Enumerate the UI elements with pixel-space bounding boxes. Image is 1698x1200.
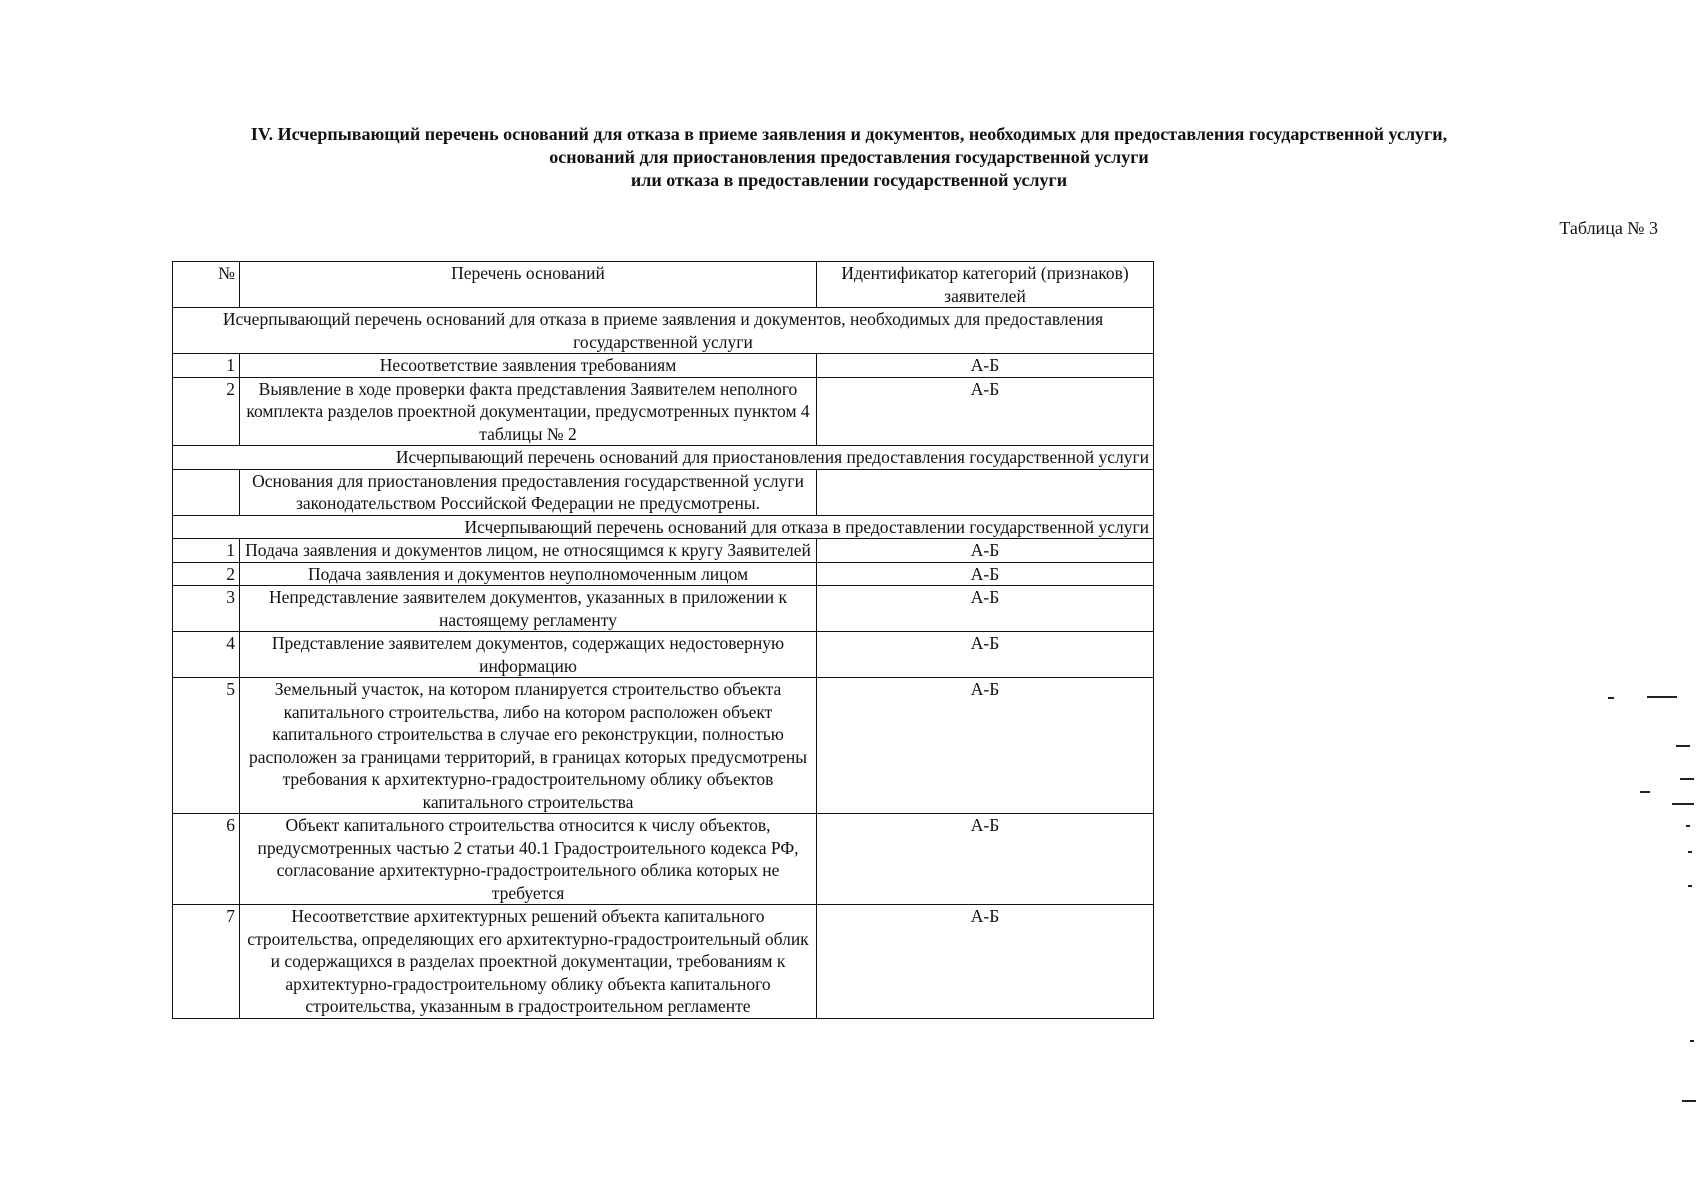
row-ground: Выявление в ходе проверки факта представления Заявителем неполного комплекта разделов проектной документации, предусмотренных пунктом 4 таблицы № 2 [240,377,817,446]
row-ground: Представление заявителем документов, содержащих недостоверную информацию [240,632,817,678]
row-number: 1 [173,354,240,378]
row-number [173,469,240,515]
row-number: 6 [173,814,240,905]
header-number: № [173,262,240,308]
row-ground: Подача заявления и документов лицом, не относящимся к кругу Заявителей [240,539,817,563]
section-title: Исчерпывающий перечень оснований для приостановления предоставления государственной услуги [173,446,1154,470]
table-row [173,469,1154,515]
table-row [173,586,1154,632]
scan-artifact [1608,697,1614,699]
section-row-refusal-service [173,515,1154,539]
row-category: А-Б [817,539,1154,563]
scan-artifact [1688,851,1692,853]
row-category: А-Б [817,632,1154,678]
heading-line-1: IV. Исчерпывающий перечень оснований для отказа в приеме заявления и документов, необходимых для предоставления государственной услуги, [250,124,1448,144]
row-ground: Несоответствие архитектурных решений объекта капитального строительства, определяющих его архитектурно-градостроительный облик и содержащихся в разделах проектной документации, требованиям к архитектурно-градостроительному облику объекта капитального строительства, указанным в градостроительном регламенте [240,905,817,1019]
row-number: 7 [173,905,240,1019]
scan-artifact [1676,745,1690,747]
heading-line-3: или отказа в предоставлении государственной услуги [630,170,1068,190]
table-number-label: Таблица № 3 [1559,218,1658,238]
scan-artifact [1690,1040,1694,1042]
row-category: А-Б [817,377,1154,446]
header-grounds-list: Перечень оснований [240,262,817,308]
row-ground: Подача заявления и документов неуполномоченным лицом [240,562,817,586]
row-ground: Земельный участок, на котором планируется строительство объекта капитального строительства, либо на котором расположен объект капитального строительства в случае его реконструкции, полностью расположен за границами территорий, в границах которых предусмотрены требования к архитектурно-градостроительному облику объектов капитального строительства [240,678,817,814]
grounds-table [172,261,1154,1019]
section-row-suspension [173,446,1154,470]
table-row [173,632,1154,678]
scan-artifact [1682,1100,1696,1102]
row-number: 3 [173,586,240,632]
table-row [173,377,1154,446]
row-ground: Основания для приостановления предоставления государственной услуги законодательством Российской Федерации не предусмотрены. [240,469,817,515]
row-category: А-Б [817,814,1154,905]
row-number: 5 [173,678,240,814]
row-number: 2 [173,562,240,586]
scan-artifact [1680,778,1694,780]
table-row [173,539,1154,563]
scan-artifact [1686,825,1690,827]
table-row [173,354,1154,378]
scan-artifact [1688,885,1692,887]
row-category: А-Б [817,354,1154,378]
scan-artifact [1647,696,1677,698]
table-row [173,814,1154,905]
section-title: Исчерпывающий перечень оснований для отказа в предоставлении государственной услуги [173,515,1154,539]
table-row [173,562,1154,586]
table-header-row [173,262,1154,308]
heading-line-2: оснований для приостановления предоставления государственной услуги [549,147,1149,167]
row-category: А-Б [817,905,1154,1019]
table-row [173,905,1154,1019]
table-row [173,678,1154,814]
header-applicant-category: Идентификатор категорий (признаков) заявителей [817,262,1154,308]
section-row-refusal-reception [173,308,1154,354]
row-ground: Объект капитального строительства относится к числу объектов, предусмотренных частью 2 статьи 40.1 Градостроительного кодекса РФ, согласование архитектурно-градостроительного облика которых не требуется [240,814,817,905]
row-ground: Несоответствие заявления требованиям [240,354,817,378]
scan-artifact [1672,803,1694,805]
row-number: 1 [173,539,240,563]
row-number: 4 [173,632,240,678]
row-category: А-Б [817,678,1154,814]
row-number: 2 [173,377,240,446]
section-heading [0,123,1698,192]
row-ground: Непредставление заявителем документов, указанных в приложении к настоящему регламенту [240,586,817,632]
scan-artifact [1640,791,1650,793]
row-category: А-Б [817,562,1154,586]
row-category [817,469,1154,515]
row-category: А-Б [817,586,1154,632]
section-title: Исчерпывающий перечень оснований для отказа в приеме заявления и документов, необходимых для предоставления государственной услуги [173,308,1154,354]
